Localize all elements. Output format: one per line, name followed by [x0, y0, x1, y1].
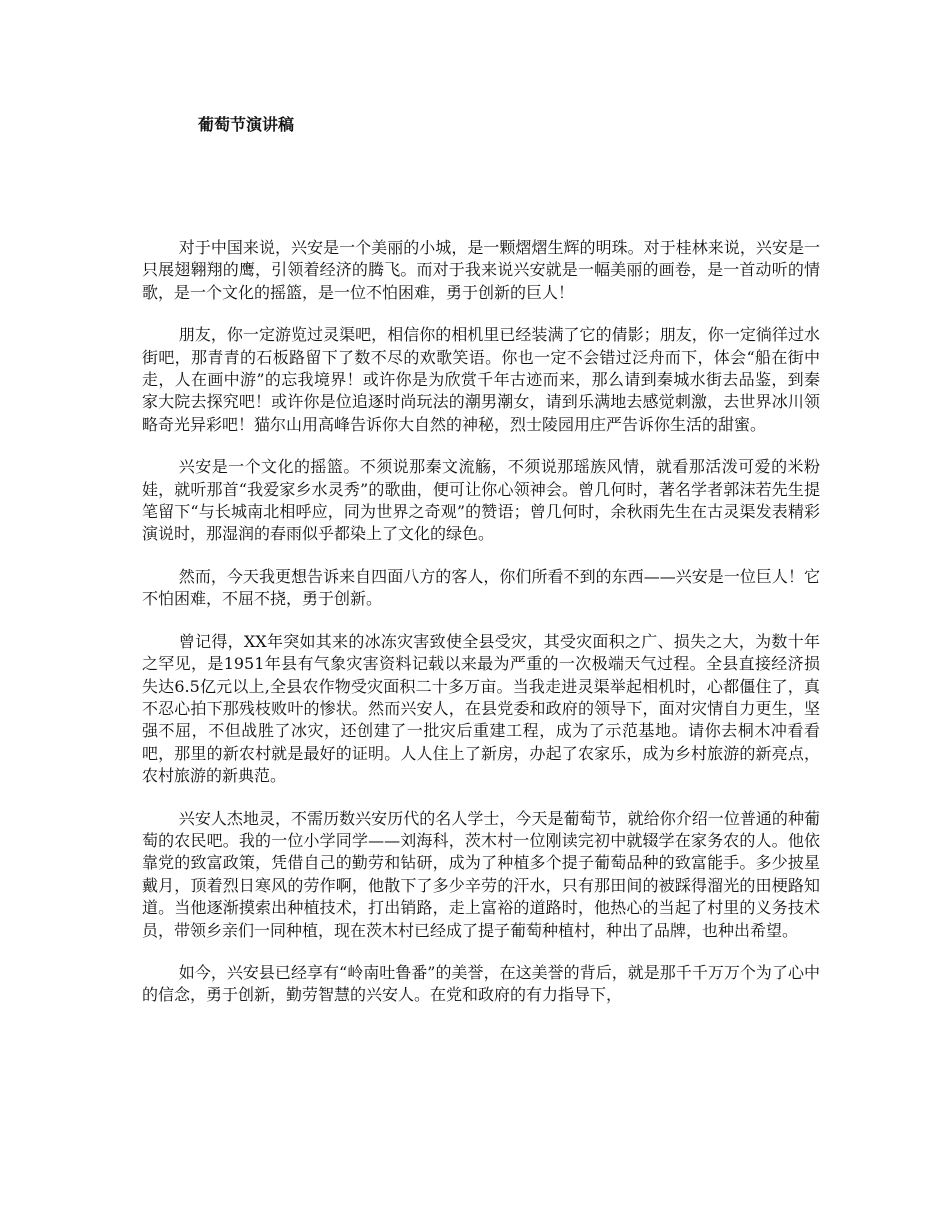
paragraph-conclusion: 如今，兴安县已经享有“岭南吐鲁番”的美誉，在这美誉的背后，就是那千千万万个为了心中的信念，勇于创新，勤劳智慧的兴安人。在党和政府的有力指导下，	[142, 962, 820, 1005]
document-body	[142, 237, 820, 1027]
paragraph-ice-disaster: 曾记得，XX年突如其来的冰冻灾害致使全县受灾，其受灾面积之广、损失之大，为数十年之罕见，是1951年县有气象灾害资料记载以来最为严重的一次极端天气过程。全县直接经济损失达6.5亿元以上,全县农作物受灾面积二十多万亩。当我走进灵渠举起相机时，心都僵住了，真不忍心拍下那残枝败叶的惨状。然而兴安人，在县党委和政府的领导下，面对灾情自力更生，坚强不屈，不但战胜了冰灾，还创建了一批灾后重建工程，成为了示范基地。请你去桐木冲看看吧，那里的新农村就是最好的证明。人人住上了新房，办起了农家乐，成为乡村旅游的新亮点，农村旅游的新典范。	[142, 631, 820, 786]
paragraph-intro: 对于中国来说，兴安是一个美丽的小城，是一颗熠熠生辉的明珠。对于桂林来说，兴安是一只展翅翱翔的鹰，引领着经济的腾飞。而对于我来说兴安就是一幅美丽的画卷，是一首动听的情歌，是一个文化的摇篮，是一位不怕困难，勇于创新的巨人！	[142, 238, 820, 302]
paragraph-grape-farmer: 兴安人杰地灵，不需历数兴安历代的名人学士，今天是葡萄节，就给你介绍一位普通的种葡萄的农民吧。我的一位小学同学——刘海科，茨木村一位刚读完初中就辍学在家务农的人。他依靠党的致富政策，凭借自己的勤劳和钻研，成为了种植多个提子葡萄品种的致富能手。多少披星戴月，顶着烈日寒风的劳作啊，他散下了多少辛劳的汗水，只有那田间的被踩得溜光的田梗路知道。当他逐渐摸索出种植技术，打出销路，走上富裕的道路时，他热心的当起了村里的义务技术员，带领乡亲们一同种植，现在茨木村已经成了提子葡萄种植村，种出了品牌，也种出希望。	[142, 808, 820, 940]
paragraph-scenery: 朋友，你一定游览过灵渠吧，相信你的相机里已经装满了它的倩影；朋友，你一定徜徉过水街吧，那青青的石板路留下了数不尽的欢歌笑语。你也一定不会错过泛舟而下，体会“船在街中走，人在画中游”的忘我境界！或许你是为欣赏千年古迹而来，那么请到秦城水街去品鉴，到秦家大院去探究吧！或许你是位追逐时尚玩法的潮男潮女，请到乐满地去感觉刺激，去世界冰川领略奇光异彩吧！猫尔山用高峰告诉你大自然的神秘，烈士陵园用庄严告诉你生活的甜蜜。	[142, 325, 820, 434]
paragraph-giant: 然而，今天我更想告诉来自四面八方的客人，你们所看不到的东西——兴安是一位巨人！它不怕困难，不屈不挠，勇于创新。	[142, 566, 820, 609]
document-title: 葡萄节演讲稿	[198, 115, 295, 134]
paragraph-culture: 兴安是一个文化的摇篮。不须说那秦文流觞，不须说那瑶族风情，就看那活泼可爱的米粉娃，就听那首“我爱家乡水灵秀”的歌曲，便可让你心领神会。曾几何时，著名学者郭沫若先生提笔留下“与长城南北相呼应，同为世界之奇观”的赞语；曾几何时，余秋雨先生在古灵渠发表精彩演说时，那湿润的春雨似乎都染上了文化的绿色。	[142, 457, 820, 544]
